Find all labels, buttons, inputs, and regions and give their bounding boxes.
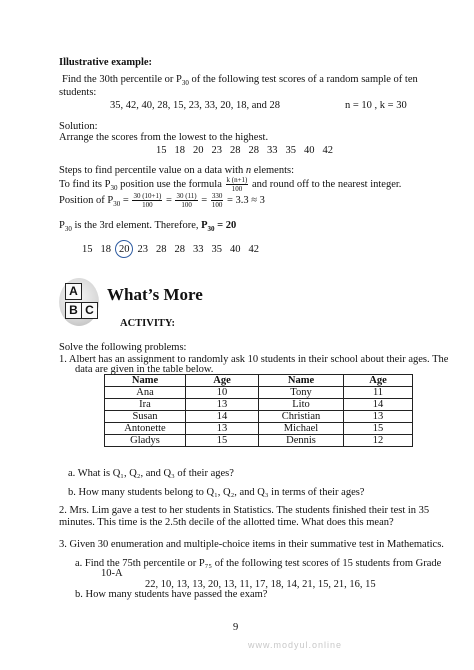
sorted-score: 28 — [248, 145, 259, 156]
table-cell: Susan — [105, 411, 186, 423]
table-cell: Ira — [105, 399, 186, 411]
table-row — [105, 423, 413, 435]
circled-score-value: 20 — [119, 244, 130, 255]
table-cell: 12 — [344, 435, 413, 447]
score-value: 33 — [193, 244, 204, 255]
sorted-score: 33 — [267, 145, 278, 156]
sorted-score: 28 — [230, 145, 241, 156]
find-text: To find its $P_{30}$ position use the formula $\frac{k (n+1)}{100}$ and round off to the nearest integer. — [59, 176, 402, 193]
table-cell: 13 — [186, 399, 259, 411]
table-row — [105, 435, 413, 447]
activity-label: ACTIVITY: — [120, 318, 176, 329]
header-name: Name — [105, 375, 186, 387]
circled-scores — [82, 244, 267, 255]
sorted-score: 15 — [156, 145, 167, 156]
problem-3b: b. How many students have passed the exam? — [75, 589, 268, 600]
header-age: Age — [186, 375, 259, 387]
sorted-scores — [156, 145, 341, 156]
score-value: 40 — [230, 244, 241, 255]
table-cell: 13 — [186, 423, 259, 435]
table-cell: 14 — [344, 399, 413, 411]
example-problem-line2: students: — [59, 87, 97, 98]
problem-1b: b. How many students belong to Q₁, Q₂, and Q₃ in terms of their ages? — [68, 487, 365, 498]
position-fraction-2: $\frac{30 (11)}{100}$ — [176, 192, 197, 209]
score-value: 28 — [174, 244, 185, 255]
table-header-row — [105, 375, 413, 387]
table-cell: Antonette — [105, 423, 186, 435]
position-fraction-1: $\frac{30 (10+1)}{100}$ — [133, 192, 162, 209]
problem-3a-scores: 22, 10, 13, 13, 20, 13, 11, 17, 18, 14, 21, 15, 21, 16, 15 — [145, 579, 376, 590]
score-value: 15 — [82, 244, 93, 255]
block-c: C — [81, 302, 98, 319]
third-element-text: $P_{30}$ is the 3rd element. Therefore, $P_{30} = 20$ — [59, 220, 237, 234]
table-row — [105, 387, 413, 399]
position-fraction-3: $\frac{330}{100}$ — [211, 192, 223, 209]
sorted-score: 23 — [211, 145, 222, 156]
problem-2-line1: 2. Mrs. Lim gave a test to her students in Statistics. The students finished their test in 35 — [59, 505, 430, 516]
table-cell: Tony — [259, 387, 344, 399]
example-heading: Illustrative example: — [59, 57, 153, 68]
problem-1-line1: 1. Albert has an assignment to randomly ask 10 students in their school about their ages. The — [59, 354, 449, 365]
problem-2-line2: minutes. This time is the 2.5th decile of the allotted time. What does this mean? — [59, 517, 394, 528]
solution-label: Solution: — [59, 121, 98, 132]
example-problem-line1: Find the 30th percentile or $P_{30}$ of the following test scores of a random sample of ten — [62, 74, 418, 88]
page-number: 9 — [233, 622, 239, 633]
sorted-score: 42 — [322, 145, 333, 156]
sorted-score: 40 — [304, 145, 315, 156]
sorted-score: 20 — [193, 145, 204, 156]
table-cell: Dennis — [259, 435, 344, 447]
table-cell: Christian — [259, 411, 344, 423]
header-age: Age — [344, 375, 413, 387]
score-value: 35 — [211, 244, 222, 255]
example-n-k: n = 10 , k = 30 — [345, 100, 407, 111]
header-name: Name — [259, 375, 344, 387]
block-a: A — [65, 283, 82, 300]
problem-3a-line2: 10-A — [101, 568, 123, 579]
problem-1-line2: data are given in the table below. — [75, 364, 214, 375]
solve-instruction: Solve the following problems: — [59, 342, 187, 353]
table-cell: 10 — [186, 387, 259, 399]
table-row — [105, 399, 413, 411]
score-value: 28 — [156, 244, 167, 255]
problem-3a-line1: a. Find the 75th percentile or P₇₅ of the following test scores of 15 students from Grade — [75, 558, 442, 569]
problem-1a: a. What is Q₁, Q₂, and Q₃ of their ages? — [68, 468, 234, 479]
sorted-score: 35 — [285, 145, 296, 156]
sorted-score: 18 — [174, 145, 185, 156]
score-value: 42 — [248, 244, 259, 255]
example-data-values: 35, 42, 40, 28, 15, 23, 33, 20, 18, and 28 — [110, 100, 281, 111]
arrange-text: Arrange the scores from the lowest to the highest. — [59, 132, 269, 143]
score-value: 23 — [137, 244, 148, 255]
table-cell: Michael — [259, 423, 344, 435]
abc-blocks-logo — [59, 278, 99, 326]
section-title: What’s More — [107, 285, 203, 304]
watermark-url: www.modyul.online — [247, 640, 342, 650]
table-cell: Lito — [259, 399, 344, 411]
table-cell: 15 — [344, 423, 413, 435]
ages-table — [104, 374, 413, 447]
steps-text: Steps to find percentile value on a data with n elements: — [59, 165, 295, 176]
position-line: Position of $P_{30}$ = $\frac{30 (10+1)}{100}$ = $\frac{30 (11)}{100}$ = $\frac{330}{100}$ = 3.3 ≈ 3 — [59, 192, 265, 209]
table-cell: 13 — [344, 411, 413, 423]
table-cell: 11 — [344, 387, 413, 399]
table-cell: Ana — [105, 387, 186, 399]
table-row — [105, 411, 413, 423]
table-cell: 14 — [186, 411, 259, 423]
table-cell: Gladys — [105, 435, 186, 447]
score-value: 18 — [100, 244, 111, 255]
formula-fraction: $\frac{k (n+1)}{100}$ — [226, 176, 248, 193]
block-b: B — [65, 302, 82, 319]
problem-3-line1: 3. Given 30 enumeration and multiple-choice items in their summative test in Mathematics. — [59, 539, 444, 550]
table-cell: 15 — [186, 435, 259, 447]
